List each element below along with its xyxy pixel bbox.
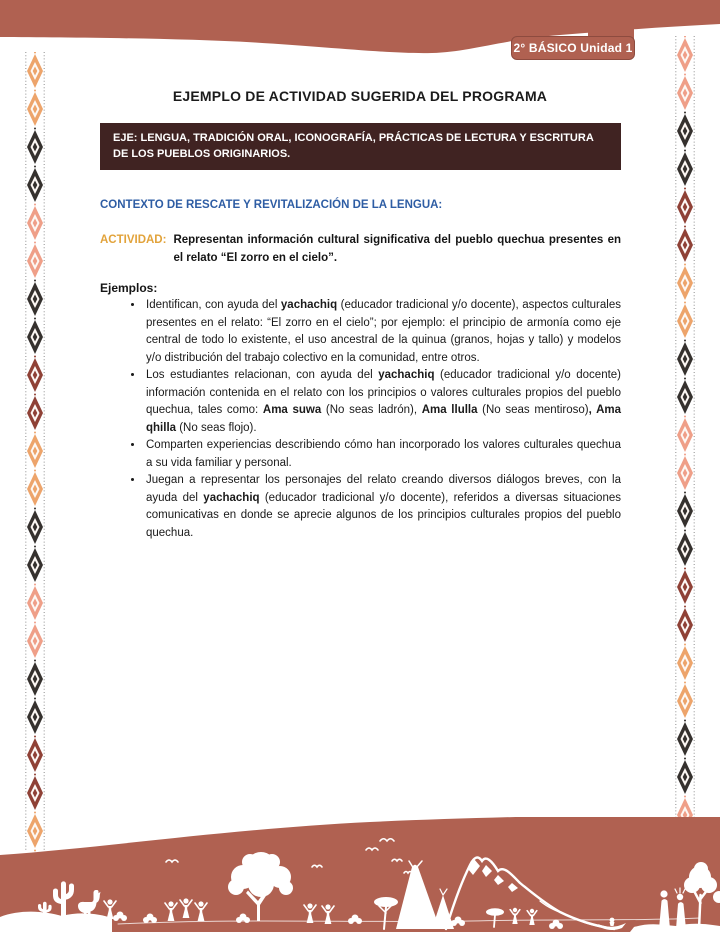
text-segment: (educador tradicional y/o docente), aspectos culturales presentes en el relato: “El zorro en el cielo”; por ejemplo: el principio de armonía como eje central de todo lo existente, el uso ancestral de la quinua (granos, hojas y tallo) y modelos y/o distribución del trabajo colectivo en la comunidad, entre otros. [146, 299, 621, 364]
textile-pattern-band-right [675, 36, 695, 852]
activity-label: ACTIVIDAD: [100, 234, 167, 246]
text-segment: yachachiq [378, 369, 435, 381]
example-bullet-list [100, 297, 621, 542]
example-bullet [144, 367, 621, 437]
text-segment: (educador tradicional y/o docente) información contenida en el relato con los principios o valores culturales propios del pueblo quechua, tales como: [146, 369, 622, 416]
text-segment: Ama suwa [262, 404, 322, 416]
textile-pattern-band-left [25, 52, 45, 852]
text-segment: Ama llulla [421, 404, 478, 416]
text-segment: yachachiq [203, 491, 260, 504]
activity-block [100, 232, 621, 267]
activity-text: Representan información cultural significativa del pueblo quechua presentes en el relato “El zorro en el cielo”. [173, 234, 621, 264]
text-segment: Los estudiantes relacionan, con ayuda del [146, 369, 379, 381]
text-segment: Juegan a representar los personajes del relato creando diversos diálogos breves, con la ayuda del [146, 474, 621, 504]
text-segment: Identifican, con ayuda del [146, 299, 281, 311]
text-segment: (No seas ladrón), [321, 404, 422, 416]
example-bullet [144, 472, 621, 542]
page-title: EJEMPLO DE ACTIVIDAD SUGERIDA DEL PROGRAMA [172, 88, 548, 104]
examples-heading: Ejemplos: [100, 281, 158, 295]
eje-banner: EJE: LENGUA, TRADICIÓN ORAL, ICONOGRAFÍA, PRÁCTICAS DE LECTURA Y ESCRITURA DE LOS PUEBLOS ORIGINARIOS. [100, 123, 621, 170]
example-bullet [144, 297, 621, 367]
context-heading: CONTEXTO DE RESCATE Y REVITALIZACIÓN DE LA LENGUA: [100, 199, 443, 211]
text-segment: Comparten experiencias describiendo cómo han incorporado los valores culturales quechua a su vida familiar y personal. [146, 439, 621, 469]
unit-badge: 2° BÁSICO Unidad 1 [511, 36, 635, 60]
text-segment: (No seas mentiroso) [477, 404, 589, 416]
text-segment: (No seas flojo). [176, 421, 257, 434]
text-segment: , Ama qhilla [146, 404, 621, 434]
footer-landscape-illustration [0, 817, 720, 932]
text-segment: yachachiq [280, 299, 338, 311]
text-segment: (educador tradicional y/o docente), referidos a diversas situaciones comunicativas en donde se aprecie algunos de los principios culturales propios del pueblo quechua. [146, 491, 621, 539]
example-bullet [144, 437, 621, 472]
